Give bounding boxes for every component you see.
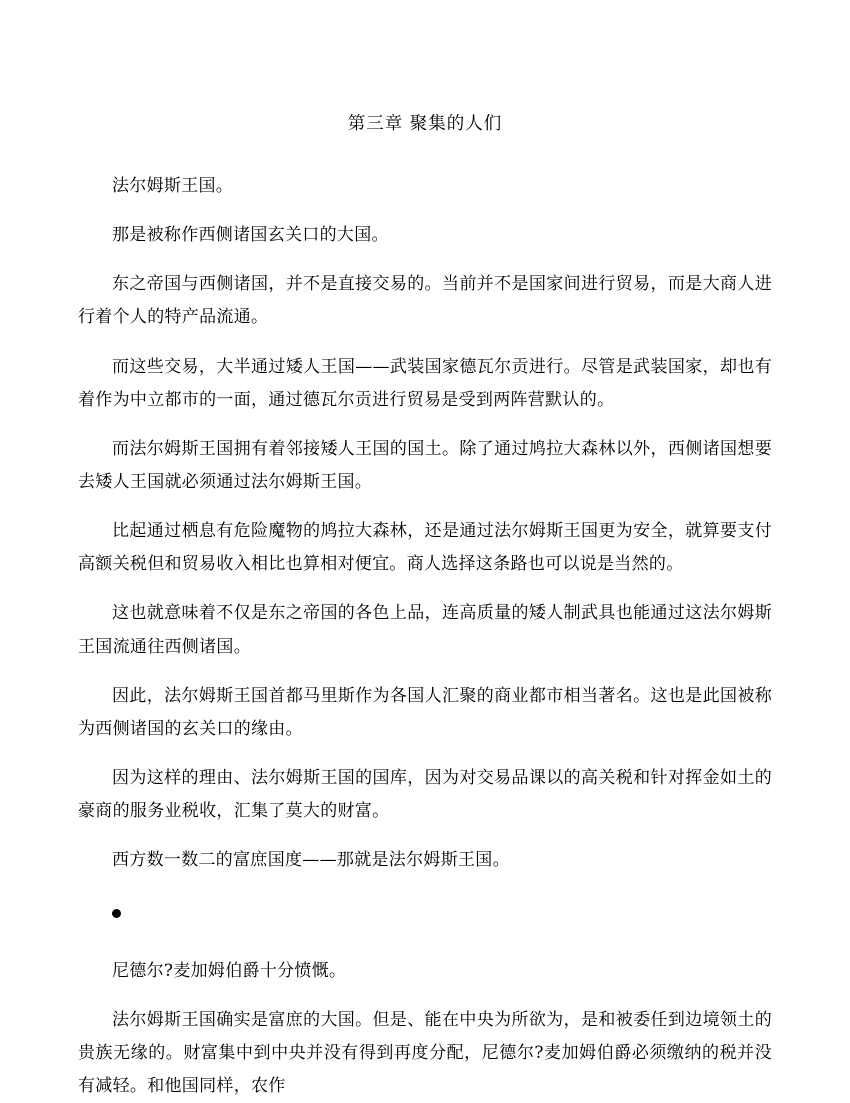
paragraph: 而这些交易，大半通过矮人王国——武装国家德瓦尔贡进行。尽管是武装国家，却也有着作为中立都市的一面，通过德瓦尔贡进行贸易是受到两阵营默认的。 xyxy=(78,356,772,410)
paragraph: 法尔姆斯王国确实是富庶的大国。但是、能在中央为所欲为，是和被委任到边境领土的贵族无缘的。财富集中到中央并没有得到再度分配，尼德尔?麦加姆伯爵必须缴纳的税并没有减轻。和他国同样，农作 xyxy=(78,1009,772,1096)
paragraph: 那是被称作西侧诸国玄关口的大国。 xyxy=(112,225,389,246)
scene-separator xyxy=(78,899,772,932)
chapter-title: 第三章 聚集的人们 xyxy=(347,114,503,134)
paragraph: 尼德尔?麦加姆伯爵十分愤慨。 xyxy=(112,960,347,981)
paragraph: 法尔姆斯王国。 xyxy=(112,176,234,196)
paragraph: 因此，法尔姆斯王国首都马里斯作为各国人汇聚的商业都市相当著名。这也是此国被称为西侧诸国的玄关口的缘由。 xyxy=(78,685,772,739)
paragraph: 因为这样的理由、法尔姆斯王国的国库，因为对交易品课以的高关税和针对挥金如土的豪商的服务业税收，汇集了莫大的财富。 xyxy=(78,767,772,822)
paragraph: 西方数一数二的富庶国度——那就是法尔姆斯王国。 xyxy=(112,850,510,871)
paragraph: 比起通过栖息有危险魔物的鸠拉大森林，还是通过法尔姆斯王国更为安全，就算要支付高额关税但和贸易收入相比也算相对便宜。商人选择这条路也可以说是当然的。 xyxy=(78,521,772,575)
paragraph: 东之帝国与西侧诸国，并不是直接交易的。当前并不是国家间进行贸易，而是大商人进行着个人的特产品流通。 xyxy=(78,274,772,328)
paragraph: 而法尔姆斯王国拥有着邻接矮人王国的国土。除了通过鸠拉大森林以外，西侧诸国想要去矮人王国就必须通过法尔姆斯王国。 xyxy=(78,438,772,492)
bullet-dot-icon xyxy=(112,909,121,918)
paragraph: 这也就意味着不仅是东之帝国的各色上品，连高质量的矮人制武具也能通过这法尔姆斯王国流通往西侧诸国。 xyxy=(78,603,772,657)
